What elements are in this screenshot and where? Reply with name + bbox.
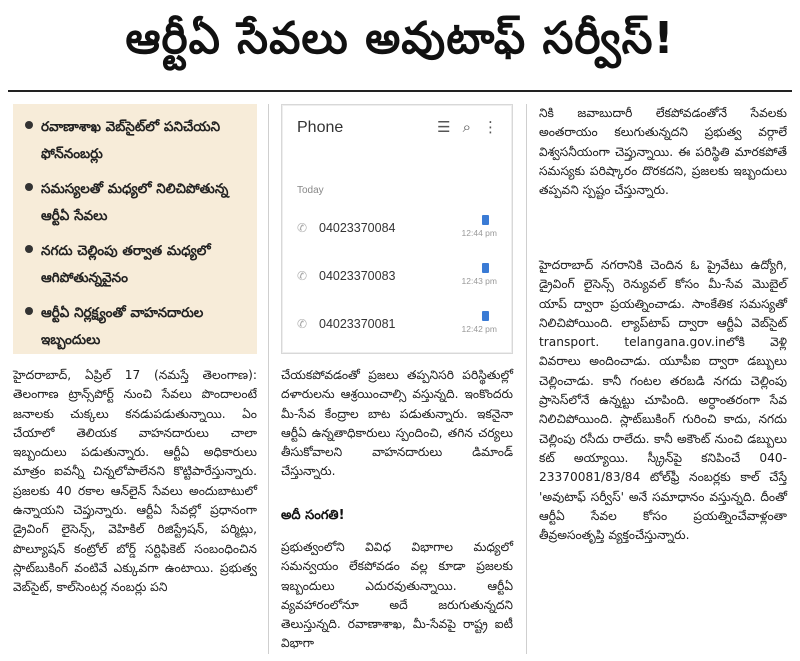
outgoing-call-icon: ✆ — [297, 221, 308, 235]
highlight-item — [25, 176, 249, 230]
article-column-2b — [281, 538, 513, 654]
highlight-item — [25, 300, 249, 354]
highlights-box — [13, 104, 257, 354]
call-date-label: Today — [297, 185, 324, 196]
phone-app-title: Phone — [297, 119, 344, 136]
headline: ఆర్టీఏ సేవలు అవుటాఫ్ సర్వీస్! — [125, 13, 675, 64]
outgoing-call-icon: ✆ — [297, 317, 308, 331]
highlight-text: సమస్యలతో మధ్యలో నిలిచిపోతున్న ఆర్టీఏ సేవలు — [41, 181, 229, 224]
call-log-item[interactable] — [297, 215, 497, 245]
call-log-item[interactable] — [297, 263, 497, 293]
sim-icon — [482, 263, 489, 273]
sim-icon — [482, 311, 489, 321]
article-column-3b — [539, 256, 787, 545]
column-divider-right — [526, 104, 527, 654]
call-number: 04023370081 — [319, 317, 396, 331]
bullet-icon — [25, 307, 33, 315]
bullet-icon — [25, 121, 33, 129]
highlight-item — [25, 238, 249, 292]
article-paragraph: ప్రభుత్వంలోని వివిధ విభాగాల మధ్యలో సమన్వయం లేకపోవడం వల్ల కూడా ప్రజలకు ఇబ్బందులు ఎదురవుతున్నాయి. ఆర్టీఏ వ్యవహారంలోనూ అదే జరుగుతున్నదని తెలుస్తున్నది. రవాణాశాఖ, మీ-సేవపై రాష్ట్ర ఐటీ విభాగా — [281, 540, 513, 651]
article-column-2a — [281, 366, 513, 482]
article-paragraph: నికి జవాబుదారీ లేకపోవడంతోనే సేవలకు అంతరాయం కలుగుతున్నదని ప్రభుత్వ వర్గాలే విశ్వసనీయంగా చెప్తున్నాయి. ఈ పరిస్థితి మారకపోతే సమస్యకు పరిష్కారం దొరకదని, ప్రజలకు ఇబ్బందులు తప్పవని స్పష్టం చేస్తున్నారు. — [539, 106, 787, 198]
highlight-item — [25, 114, 249, 168]
highlight-text: రవాణాశాఖ వెబ్‌సైట్‌లో పనిచేయని ఫోన్‌నంబర్లు — [41, 119, 221, 162]
call-time: 12:43 pm — [461, 276, 497, 286]
phone-toolbar — [437, 118, 498, 136]
call-number: 04023370084 — [319, 221, 396, 235]
call-time: 12:44 pm — [461, 228, 497, 238]
phone-call-log-screenshot — [281, 104, 513, 354]
call-time: 12:42 pm — [461, 324, 497, 334]
more-options-icon[interactable]: ⋮ — [483, 118, 498, 136]
article-column-3a — [539, 104, 787, 200]
article-column-1 — [13, 366, 257, 598]
sim-icon — [482, 215, 489, 225]
call-number: 04023370083 — [319, 269, 396, 283]
column-divider-left — [268, 104, 269, 654]
bullet-icon — [25, 183, 33, 191]
outgoing-call-icon: ✆ — [297, 269, 308, 283]
search-icon[interactable]: ⌕ — [462, 118, 471, 136]
filter-icon[interactable]: ☰ — [437, 118, 451, 136]
highlight-text: నగదు చెల్లింపు తర్వాత మధ్యలో ఆగిపోతున్నవైనం — [41, 243, 211, 286]
bullet-icon — [25, 245, 33, 253]
article-paragraph: హైదరాబాద్ నగరానికి చెందిన ఓ ప్రైవేటు ఉద్యోగి, డ్రైవింగ్ లైసెన్స్ రెన్యువల్ కోసం మీ-సేవ మొబైల్ యాప్ ద్వారా ప్రయత్నించాడు. సాంకేతిక సమస్యతో నిలిచిపోయింది. ల్యాప్‌టాప్ ద్వారా ఆర్టీఏ వెబ్‌సైట్ transport. telangana.gov.inలోకి వెళ్లి వివరాలు అందించాడు. యూపీఐ ద్వారా డబ్బులు చెల్లించాడు. కానీ గంటల తరబడి నగదు చెల్లింపు ప్రాసెస్‌లోనే ఉన్నట్టు చూపింది. అర్ధాంతరంగా సేవ నిలిచిపోయింది. స్లాట్‌బుకింగ్ గురించి కాదు, నగదు చెల్లింపు రసీదు రాలేదు. కానీ అకౌంట్ నుంచి డబ్బులు కట్ అయ్యాయి. స్క్రీన్‌పై కనిపించే 040-23370081/83/84 టోల్‌ఫ్రీ నంబర్లకు కాల్ చేస్తే 'అవుటాఫ్ సర్వీస్' అనే సమాధానం వస్తున్నది. దీంతో ఆర్టీఏ సేవల కోసం ప్రయత్నించేవాళ్లంతా తీవ్రఅసంతృప్తి వ్యక్తంచేస్తున్నారు. — [539, 258, 787, 543]
article-paragraph: చేయకపోవడంతో ప్రజలు తప్పనిసరి పరిస్థితుల్లో దళారులను ఆశ్రయించాల్సి వస్తున్నది. ఇంకొందరు మీ-సేవ కేంద్రాల బాట పడుతున్నారు. ఇకనైనా ఆర్టీఏ ఉన్నతాధికారులు స్పందించి, తగిన చర్యలు తీసుకోవాలని వాహనదారులు డిమాండ్ చేస్తున్నారు. — [281, 368, 513, 479]
article-paragraph: హైదరాబాద్, ఏప్రిల్ 17 (నమస్తే తెలంగాణ): తెలంగాణ ట్రాన్స్‌పోర్ట్ నుంచి సేవలు పొందాలంటే జనాలకు చుక్కలు కనడుపడుతున్నాయి. ఏం చేయాలో తెలియక వాహనదారులు చాలా ఇబ్బందులు పడుతున్నారు. ఆర్టీఏ అధికారులు మాత్రం ఐవన్నీ చిన్నలోపాలేనని కొట్టిపారేస్తున్నారు. ప్రజలకు 40 రకాల ఆన్‌లైన్ సేవలు అందుబాటులో ఉన్నాయని చెప్తున్నారు. ఆర్టీఏ సేవల్లో ప్రధానంగా డ్రైవింగ్ లైసెన్స్, వెహికిల్ రిజిస్ట్రేషన్, పర్మిట్లు, పొల్యూషన్ కంట్రోల్ బోర్డ్ సర్టిఫికెట్ సంబంధించిన స్లాట్‌బుకింగ్ వంటివే ఎక్కువగా ఉంటాయి. ప్రభుత్వ వెబ్‌సైట్, కాల్‌సెంటర్ల నంబర్లు పని — [13, 368, 257, 595]
call-log-item[interactable] — [297, 311, 497, 341]
headline-rule — [8, 90, 792, 92]
highlight-text: ఆర్టీఏ నిర్లక్ష్యంతో వాహనదారుల ఇబ్బందులు — [41, 305, 204, 348]
subheading: అదీ సంగతి! — [281, 508, 345, 523]
